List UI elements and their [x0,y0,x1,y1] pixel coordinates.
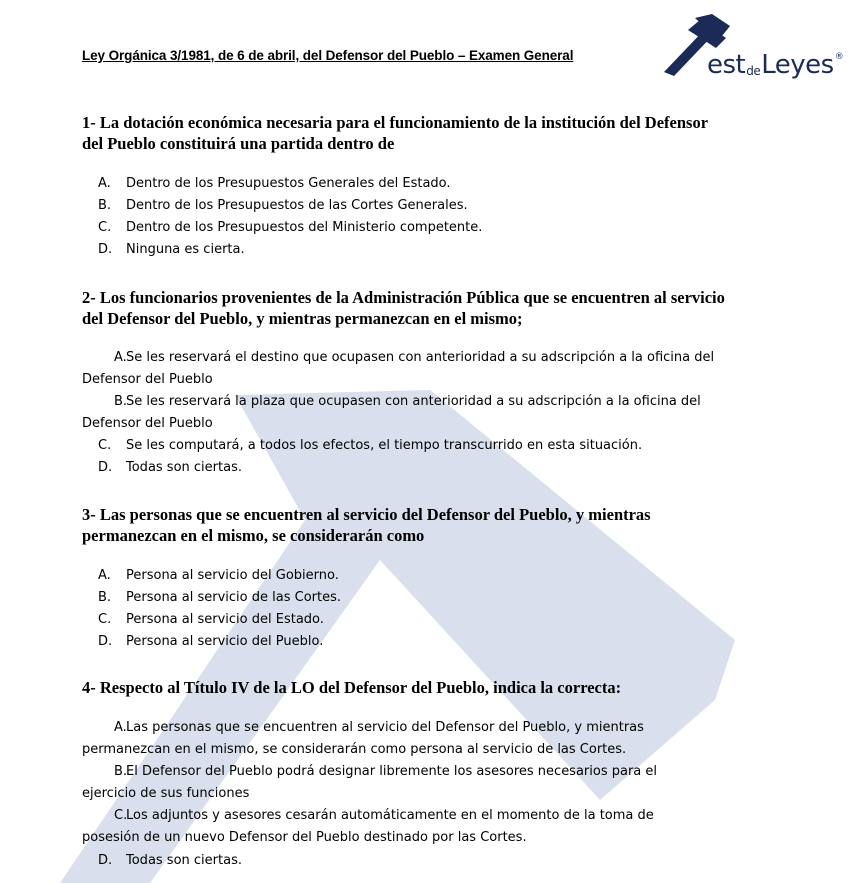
option-text: Ninguna es cierta. [126,242,245,257]
question-1-title: 1- La dotación económica necesaria para el funcionamiento de la institución del Defensor del Pueblo constituirá una partida dentro de [82,113,708,153]
option-text: El Defensor del Pueblo podrá designar libremente los asesores necesarios para el ejercicio de sus funciones [82,764,658,801]
option-letter: B. [98,590,112,605]
option-letter: D. [98,460,113,475]
option-letter: B. [98,198,112,213]
option-text: Persona al servicio de las Cortes. [126,590,342,605]
registered-mark: ® [834,52,844,62]
document-title: Ley Orgánica 3/1981, de 6 de abril, del Defensor del Pueblo – Examen General [82,48,574,63]
question-2-option-a [82,347,742,391]
option-text: Dentro de los Presupuestos del Ministerio competente. [126,220,483,235]
question-4-title: 4- Respecto al Título IV de la LO del Defensor del Pueblo, indica la correcta: [82,678,622,697]
question-1-option-a [82,173,758,195]
question-3-option-b [82,587,758,609]
option-letter: A. [98,176,111,191]
question-3-option-c [82,609,758,631]
question-3-option-d [82,631,758,653]
option-text: Persona al servicio del Gobierno. [126,568,339,583]
option-text: Dentro de los Presupuestos Generales del Estado. [126,176,451,191]
option-letter: C. [98,438,112,453]
option-letter: D. [98,242,113,257]
question-2-option-d [82,457,758,479]
option-text: Persona al servicio del Pueblo. [126,634,324,649]
option-letter: B. [114,394,128,409]
logo-wordmark [707,50,843,80]
question-1-option-c [82,217,758,239]
question-4-option-c [82,805,682,849]
option-letter: A. [98,568,111,583]
option-letter: D. [98,853,113,868]
question-2-title: 2- Los funcionarios provenientes de la Administración Pública que se encuentren al servicio del Defensor del Pueblo, y mientras permanezcan en el mismo; [82,288,725,328]
logo-part-est: est [707,50,746,80]
question-1-option-b [82,195,758,217]
option-letter: B. [114,764,128,779]
logo-part-leyes: Leyes [761,50,834,80]
option-text: Se les reservará la plaza que ocupasen con anterioridad a su adscripción a la oficina del Defensor del Pueblo [82,394,701,431]
option-letter: C. [98,612,112,627]
question-4-option-b [82,761,687,805]
question-4-option-a [82,717,682,761]
question-1-option-d [82,239,758,261]
option-letter: A. [114,720,127,735]
option-letter: C. [98,220,112,235]
option-letter: D. [98,634,113,649]
option-text: Dentro de los Presupuestos de las Cortes Generales. [126,198,468,213]
option-text: Los adjuntos y asesores cesarán automáticamente en el momento de la toma de posesión de un nuevo Defensor del Pueblo destinado por las Cortes. [82,808,654,845]
option-text: Se les computará, a todos los efectos, el tiempo transcurrido en esta situación. [126,438,643,453]
option-text: Todas son ciertas. [126,460,242,475]
option-text: Todas son ciertas. [126,853,242,868]
question-3-title: 3- Las personas que se encuentren al servicio del Defensor del Pueblo, y mientras permanezcan en el mismo, se considerarán como [82,505,651,545]
option-text: Las personas que se encuentren al servicio del Defensor del Pueblo, y mientras permanezcan en el mismo, se considerarán como persona al servicio de las Cortes. [82,720,644,757]
question-2-option-b [82,391,742,435]
option-letter: A. [114,350,127,365]
question-2-option-c [82,435,758,457]
option-text: Se les reservará el destino que ocupasen con anterioridad a su adscripción a la oficina del Defensor del Pueblo [82,350,715,387]
question-3-option-a [82,565,758,587]
option-letter: C. [114,808,128,823]
logo-part-de: de [746,64,761,78]
question-4-option-d [82,850,758,872]
option-text: Persona al servicio del Estado. [126,612,324,627]
